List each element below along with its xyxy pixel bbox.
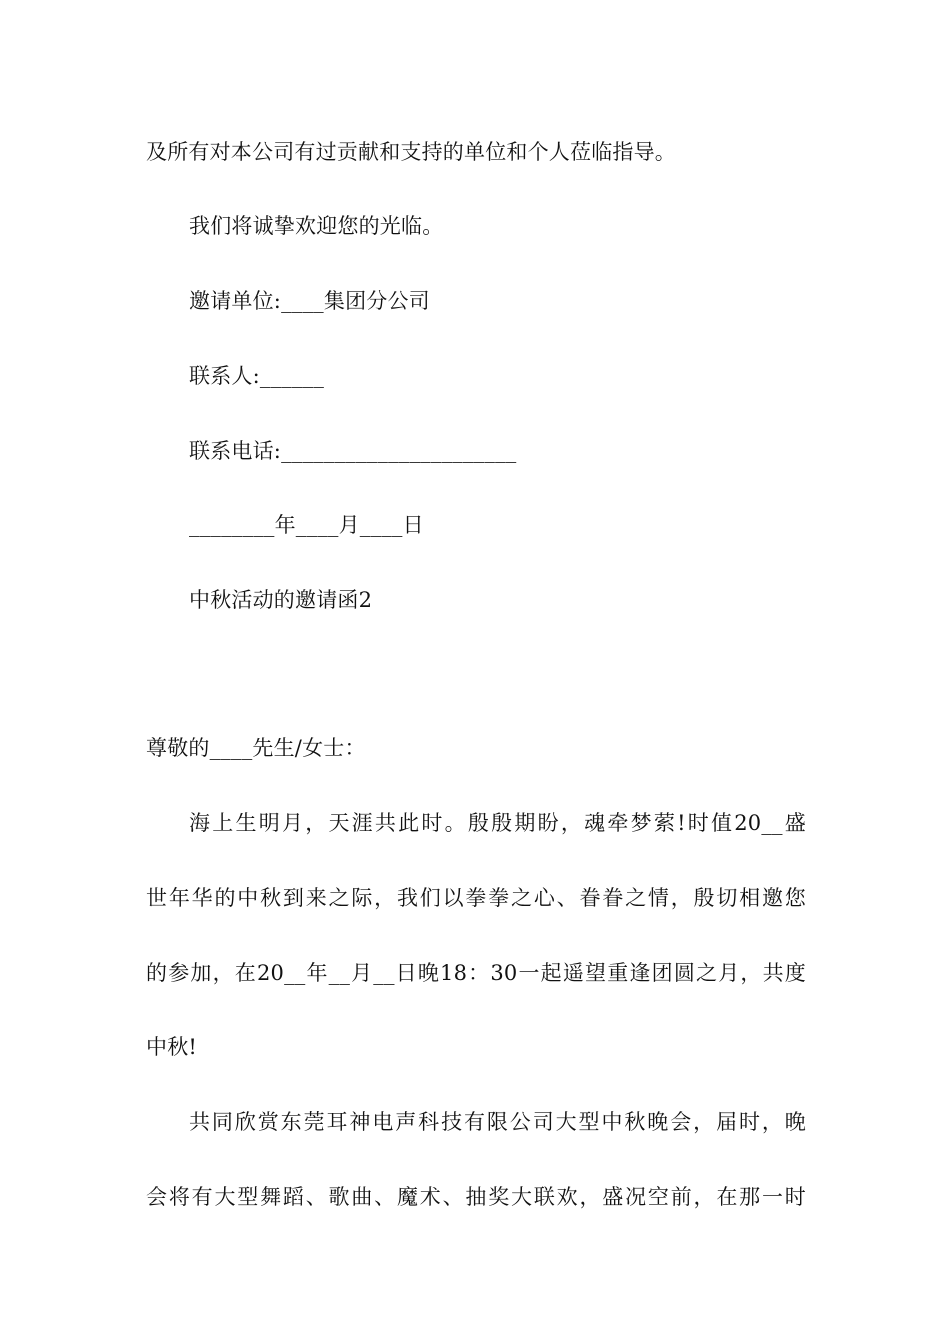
- inviting-organization-line: 邀请单位:____集团分公司: [189, 289, 430, 313]
- date-line: ________年____月____日: [189, 513, 424, 537]
- paragraph-line: 海上生明月，天涯共此时。殷殷期盼，魂牵梦萦!时值20__盛: [189, 811, 806, 835]
- salutation: 尊敬的____先生/女士：: [146, 736, 366, 760]
- paragraph-line: 共同欣赏东莞耳神电声科技有限公司大型中秋晚会，届时，晚: [189, 1110, 806, 1134]
- paragraph-line: 我们将诚挚欢迎您的光临。: [189, 214, 444, 238]
- paragraph-line: 的参加，在20__年__月__日晚18：30一起遥望重逢团圆之月，共度: [146, 961, 806, 985]
- contact-person-line: 联系人:______: [189, 364, 325, 388]
- paragraph-line: 及所有对本公司有过贡献和支持的单位和个人莅临指导。: [146, 140, 676, 164]
- paragraph-line: 中秋!: [146, 1035, 198, 1059]
- section-title: 中秋活动的邀请函2: [189, 588, 373, 612]
- paragraph-line: 世年华的中秋到来之际，我们以拳拳之心、眷眷之情，殷切相邀您: [146, 886, 806, 910]
- contact-phone-line: 联系电话:______________________: [189, 439, 517, 463]
- paragraph-line: 会将有大型舞蹈、歌曲、魔术、抽奖大联欢，盛况空前，在那一时: [146, 1185, 806, 1209]
